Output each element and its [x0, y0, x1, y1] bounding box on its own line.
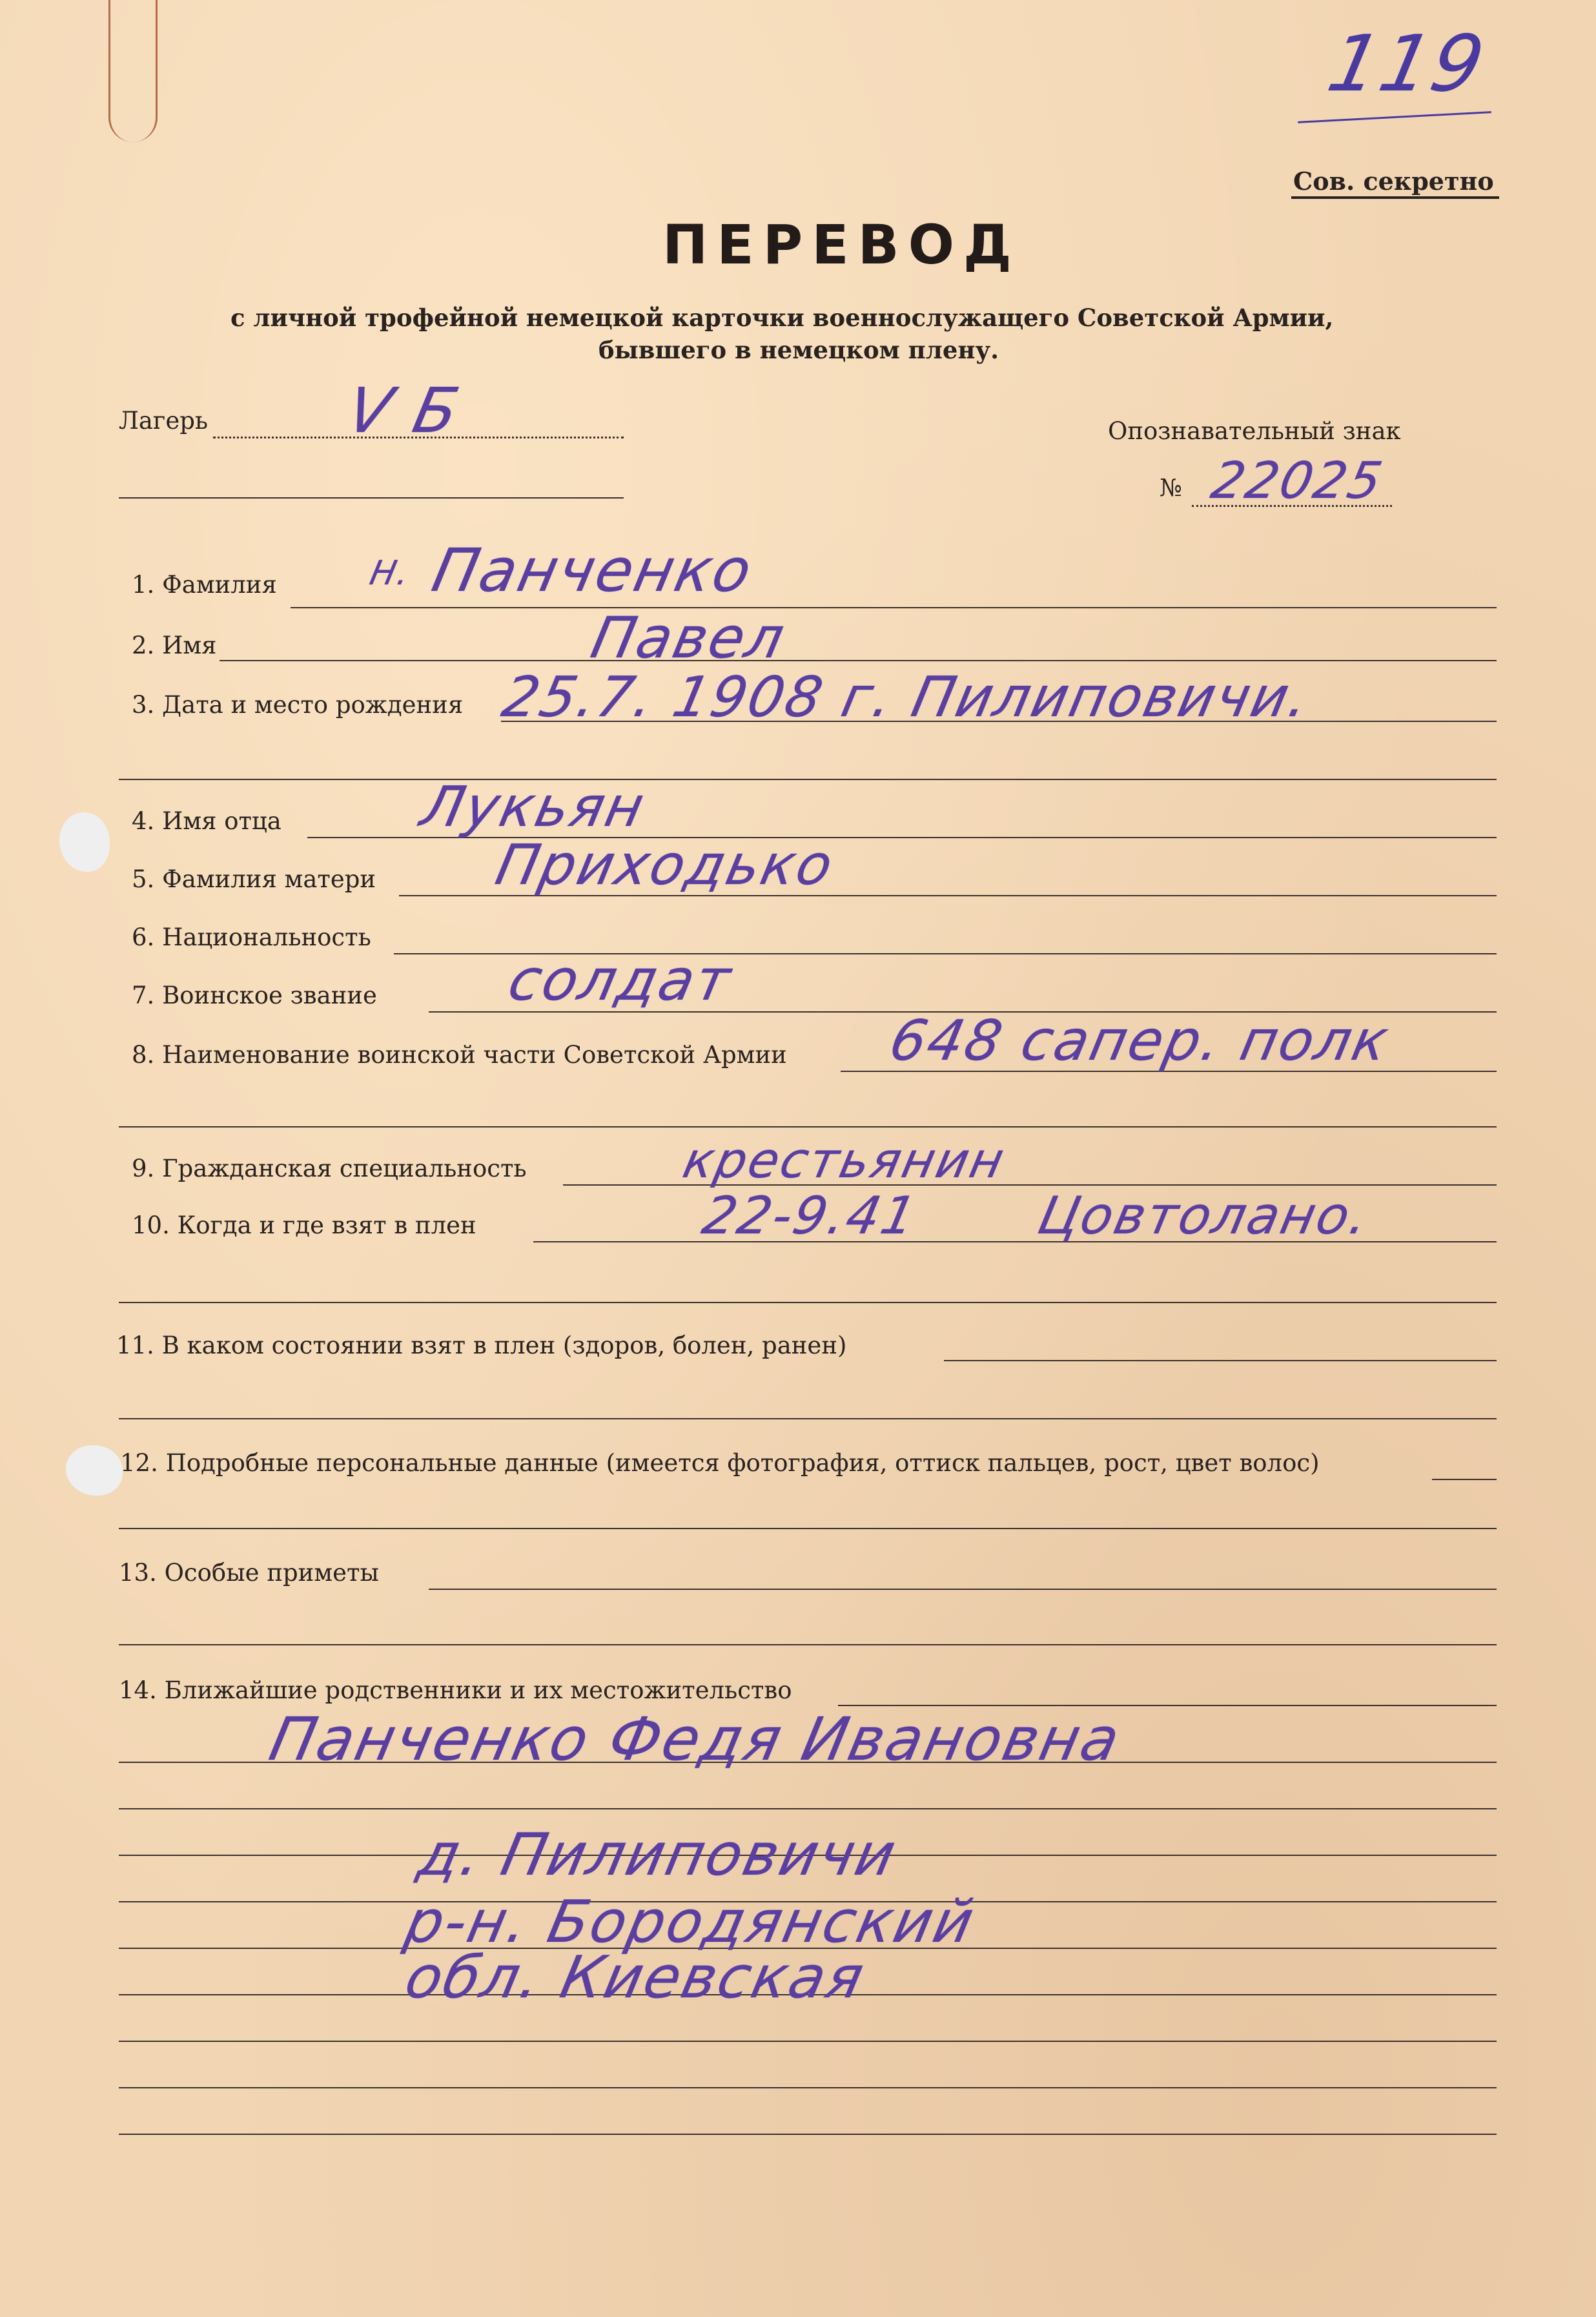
field-value-captured-date: 22-9.41: [697, 1186, 923, 1246]
field-value-profession: крестьянин: [678, 1131, 1011, 1189]
field-label-nationality: 6. Национальность: [132, 923, 371, 951]
field-label-surname: 1. Фамилия: [132, 571, 277, 599]
field-prefix-surname: Н.: [366, 554, 415, 593]
relatives-line-9: [119, 2134, 1497, 2135]
relatives-line-8: [119, 2087, 1497, 2088]
field-label-relatives: 14. Ближайшие родственники и их местожительство: [119, 1676, 792, 1704]
field-label-rank: 7. Воинское звание: [132, 982, 377, 1009]
field-label-captured: 10. Когда и где взят в плен: [132, 1211, 476, 1239]
id-mark-label: Опознавательный знак: [1108, 417, 1401, 445]
field-value-unit: 648 сапер. полк: [884, 1009, 1396, 1073]
field-label-mother-surname: 5. Фамилия матери: [132, 865, 376, 893]
field-value-captured-place: Цовтолано.: [1033, 1186, 1376, 1246]
subtitle-line-1: с личной трофейной немецкой карточки военнослужащего Советской Армии,: [230, 304, 1334, 332]
relatives-address-line-3: обл. Киевская: [399, 1944, 872, 2012]
camp-value: V Б: [341, 375, 467, 447]
field-line-special-marks: [429, 1589, 1497, 1590]
field-label-condition: 11. В каком состоянии взят в плен (здоров, болен, ранен): [116, 1332, 847, 1359]
field-line-unit-2: [119, 1126, 1497, 1128]
field-value-mother-surname: Приходько: [490, 833, 841, 898]
field-line-condition-2: [119, 1418, 1497, 1419]
field-value-first-name: Павел: [586, 604, 792, 671]
paper-clip-mark: [108, 0, 158, 142]
field-label-special-marks: 13. Особые приметы: [119, 1559, 379, 1587]
page-number-underline: [1298, 111, 1491, 123]
field-line-personal-details-2: [119, 1528, 1497, 1529]
relatives-line-7: [119, 2041, 1497, 2042]
field-line-special-marks-2: [119, 1644, 1497, 1645]
field-value-father-name: Лукьян: [415, 775, 651, 839]
relatives-address-line-1: д. Пилиповичи: [412, 1821, 903, 1889]
field-value-surname: Панченко: [426, 536, 760, 605]
relatives-line-2: [119, 1808, 1497, 1809]
punch-hole-bottom: [66, 1445, 123, 1496]
field-line-first-name: [220, 660, 1497, 661]
field-line-condition: [944, 1360, 1497, 1361]
field-line-birth-2: [119, 779, 1497, 780]
secrecy-underline: [1291, 196, 1499, 199]
id-mark-number-prefix: №: [1160, 474, 1183, 502]
field-value-birth: 25.7. 1908 г. Пилиповичи.: [496, 665, 1316, 730]
page-title: ПЕРЕВОД: [662, 213, 1021, 276]
secrecy-label: Сов. секретно: [1293, 167, 1494, 196]
subtitle-line-2: бывшего в немецком плену.: [598, 336, 999, 364]
field-line-captured-2: [119, 1302, 1497, 1303]
field-label-personal-details: 12. Подробные персональные данные (имеется фотография, оттиск пальцев, рост, цвет волос): [120, 1449, 1320, 1477]
id-mark-value: 22025: [1206, 452, 1389, 510]
camp-label: Лагерь: [119, 407, 209, 435]
field-label-father-name: 4. Имя отца: [132, 807, 281, 835]
field-label-birth: 3. Дата и место рождения: [132, 691, 464, 719]
relatives-address-line-2: р-н. Бородянский: [399, 1888, 981, 1956]
field-value-rank: солдат: [503, 947, 739, 1013]
relatives-name: Панченко Федя Ивановна: [263, 1705, 1127, 1774]
field-label-unit: 8. Наименование воинской части Советской Армии: [132, 1041, 787, 1069]
punch-hole-top: [59, 812, 110, 872]
field-line-personal-details: [1432, 1479, 1497, 1480]
field-line-surname: [291, 607, 1497, 608]
field-label-first-name: 2. Имя: [132, 632, 217, 659]
camp-line-2: [119, 497, 624, 499]
field-label-profession: 9. Гражданская специальность: [132, 1155, 527, 1182]
page-number: 119: [1320, 19, 1493, 109]
